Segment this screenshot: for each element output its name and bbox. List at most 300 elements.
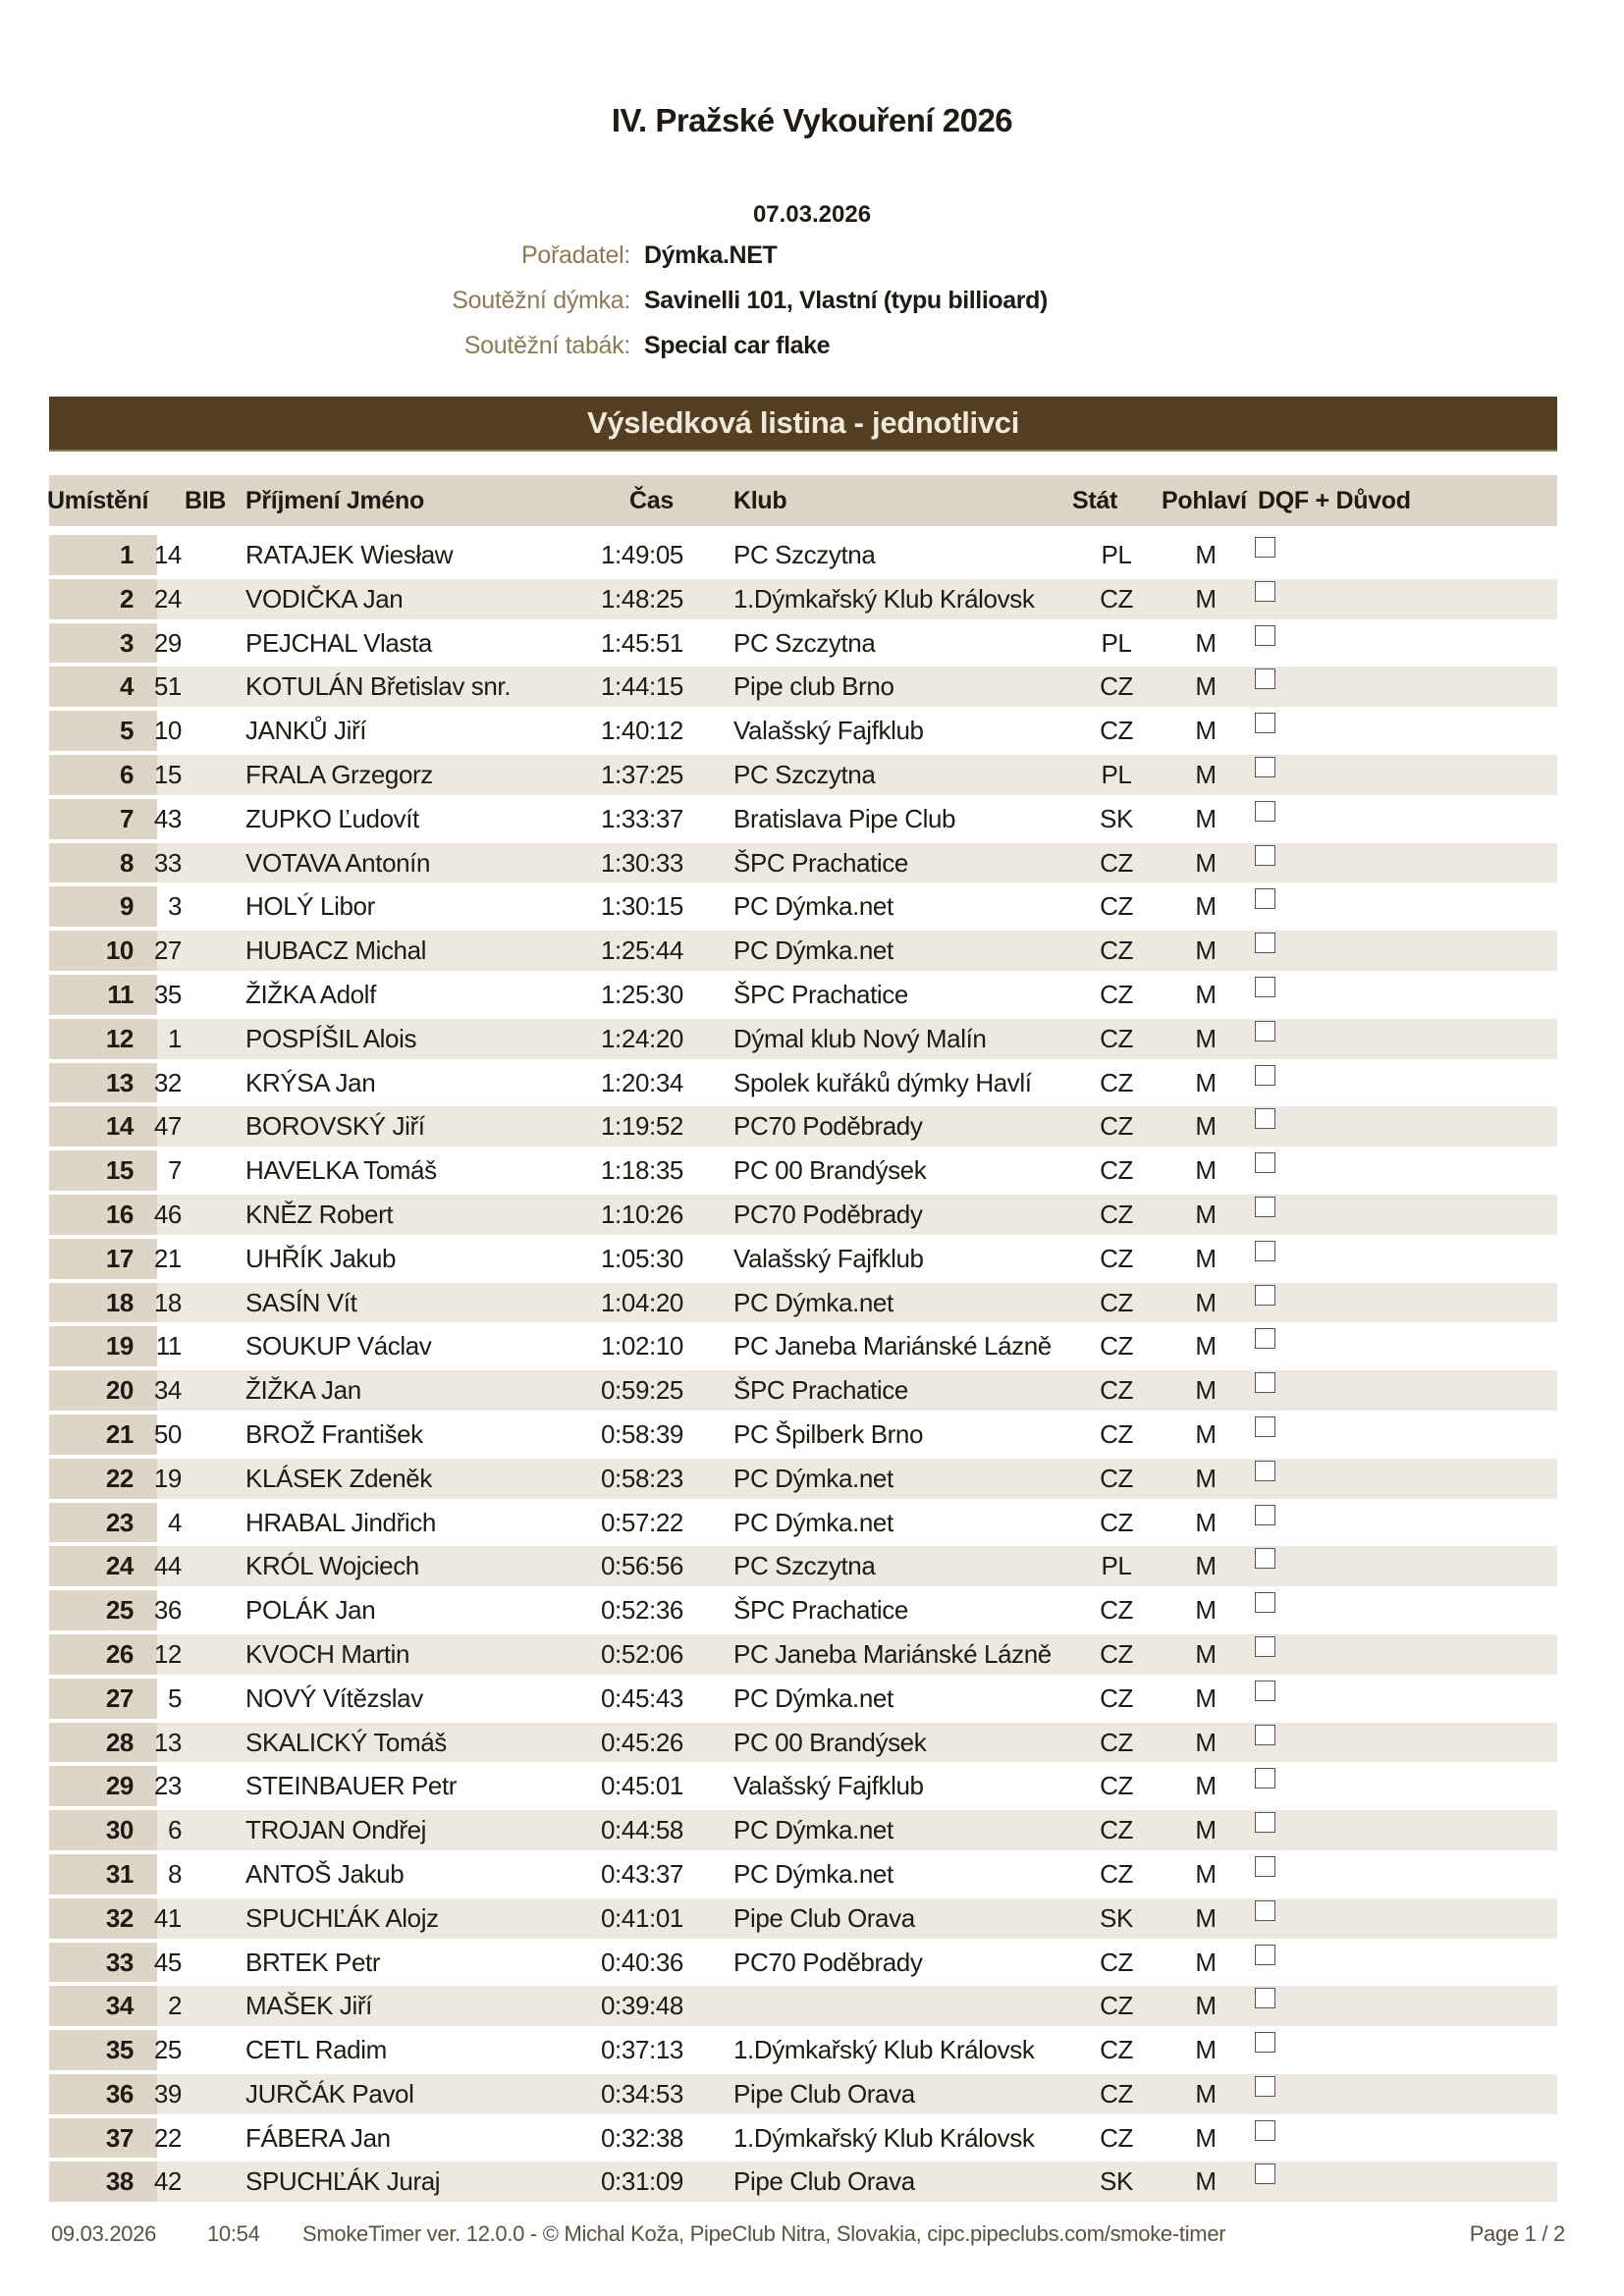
time-cell: 0:41:01: [601, 1902, 683, 1933]
time-cell: 1:10:26: [601, 1199, 683, 1229]
section-banner: Výsledková listina - jednotlivci: [49, 397, 1557, 452]
table-row: [49, 665, 1557, 709]
name-cell: FÁBERA Jan: [245, 2122, 391, 2153]
table-row: [49, 1544, 1557, 1588]
club-cell: PC Szczytna: [733, 1551, 876, 1581]
name-cell: ZUPKO Ľudovít: [245, 803, 419, 833]
rank-cell: 38: [49, 2162, 157, 2202]
dqf-checkbox[interactable]: [1255, 668, 1275, 689]
club-cell: PC Dýmka.net: [733, 1507, 893, 1537]
bib-cell: 15: [153, 759, 182, 789]
state-cell: CZ: [1100, 2035, 1133, 2065]
name-cell: BRTEK Petr: [245, 1947, 381, 1977]
dqf-checkbox[interactable]: [1255, 1988, 1275, 2008]
bib-cell: 41: [153, 1902, 182, 1933]
gender-cell: M: [1195, 1902, 1217, 1933]
bib-cell: 27: [153, 935, 182, 966]
dqf-checkbox[interactable]: [1255, 933, 1275, 953]
dqf-checkbox[interactable]: [1255, 1636, 1275, 1657]
rank-cell: 30: [49, 1810, 157, 1850]
dqf-checkbox[interactable]: [1255, 977, 1275, 997]
gender-cell: M: [1195, 935, 1217, 966]
table-row: [49, 621, 1557, 666]
name-cell: VOTAVA Antonín: [245, 847, 431, 878]
club-cell: PC70 Poděbrady: [733, 1111, 923, 1142]
dqf-checkbox[interactable]: [1255, 1505, 1275, 1525]
gender-cell: M: [1195, 1507, 1217, 1537]
time-cell: 0:44:58: [601, 1815, 683, 1845]
time-cell: 0:59:25: [601, 1375, 683, 1406]
state-cell: SK: [1100, 1902, 1133, 1933]
time-cell: 1:18:35: [601, 1155, 683, 1186]
gender-cell: M: [1195, 1331, 1217, 1362]
footer-credits: SmokeTimer ver. 12.0.0 - © Michal Koža, PipeClub Nitra, Slovakia, cipc.pipeclubs.com/smoke-timer: [302, 2221, 1226, 2246]
dqf-checkbox[interactable]: [1255, 1328, 1275, 1349]
state-cell: CZ: [1100, 1947, 1133, 1977]
time-cell: 1:30:33: [601, 847, 683, 878]
rank-cell: 18: [49, 1283, 157, 1323]
table-row: [49, 1941, 1557, 1985]
club-cell: PC Szczytna: [733, 759, 876, 789]
column-header-dqf: DQF + Důvod: [1258, 487, 1411, 514]
time-cell: 0:45:01: [601, 1771, 683, 1801]
column-header-bib: BIB: [185, 487, 227, 514]
dqf-checkbox[interactable]: [1255, 845, 1275, 866]
time-cell: 0:34:53: [601, 2078, 683, 2109]
table-row: [49, 1324, 1557, 1368]
name-cell: KRÓL Wojciech: [245, 1551, 419, 1581]
dqf-checkbox[interactable]: [1255, 581, 1275, 602]
state-cell: CZ: [1100, 1595, 1133, 1626]
dqf-checkbox[interactable]: [1255, 1241, 1275, 1261]
rank-cell: 34: [49, 1986, 157, 2026]
time-cell: 0:45:43: [601, 1682, 683, 1713]
name-cell: CETL Radim: [245, 2035, 387, 2065]
name-cell: HOLÝ Libor: [245, 891, 375, 922]
time-cell: 1:19:52: [601, 1111, 683, 1142]
state-cell: CZ: [1100, 1507, 1133, 1537]
dqf-checkbox[interactable]: [1255, 1065, 1275, 1086]
footer-page-number: Page 1 / 2: [1469, 2221, 1565, 2246]
state-cell: CZ: [1100, 1287, 1133, 1317]
gender-cell: M: [1195, 1287, 1217, 1317]
state-cell: CZ: [1100, 935, 1133, 966]
bib-cell: 43: [153, 803, 182, 833]
dqf-checkbox[interactable]: [1255, 2163, 1275, 2184]
bib-cell: 10: [153, 716, 182, 746]
name-cell: KVOCH Martin: [245, 1638, 410, 1669]
table-row: [49, 1061, 1557, 1105]
dqf-checkbox[interactable]: [1255, 1021, 1275, 1041]
dqf-checkbox[interactable]: [1255, 1768, 1275, 1789]
name-cell: KOTULÁN Břetislav snr.: [245, 671, 512, 702]
gender-cell: M: [1195, 627, 1217, 658]
name-cell: SOUKUP Václav: [245, 1331, 432, 1362]
bib-cell: 21: [153, 1243, 182, 1273]
dqf-checkbox[interactable]: [1255, 1416, 1275, 1437]
state-cell: CZ: [1100, 1991, 1133, 2021]
time-cell: 0:57:22: [601, 1507, 683, 1537]
gender-cell: M: [1195, 540, 1217, 569]
meta-label: Pořadatel:: [521, 241, 630, 269]
club-cell: PC Dýmka.net: [733, 891, 893, 922]
time-cell: 1:05:30: [601, 1243, 683, 1273]
meta-organizer: [0, 241, 1624, 275]
gender-cell: M: [1195, 1771, 1217, 1801]
rank-cell: 36: [49, 2074, 157, 2114]
state-cell: CZ: [1100, 1023, 1133, 1053]
table-row: [49, 1368, 1557, 1413]
bib-cell: 7: [167, 1155, 182, 1186]
dqf-checkbox[interactable]: [1255, 1152, 1275, 1173]
bib-cell: 34: [153, 1375, 182, 1406]
rank-cell: 1: [49, 535, 157, 575]
name-cell: RATAJEK Wiesław: [245, 540, 454, 569]
dqf-checkbox[interactable]: [1255, 1372, 1275, 1393]
club-cell: 1.Dýmkařský Klub Královsk: [733, 583, 1035, 614]
bib-cell: 29: [153, 627, 182, 658]
dqf-checkbox[interactable]: [1255, 1725, 1275, 1745]
table-row: [49, 2116, 1557, 2161]
dqf-checkbox[interactable]: [1255, 1108, 1275, 1129]
rank-cell: 26: [49, 1634, 157, 1675]
dqf-checkbox[interactable]: [1255, 2076, 1275, 2097]
rank-cell: 28: [49, 1723, 157, 1763]
state-cell: CZ: [1100, 1199, 1133, 1229]
time-cell: 1:24:20: [601, 1023, 683, 1053]
club-cell: Pipe club Brno: [733, 671, 894, 702]
club-cell: Pipe Club Orava: [733, 2078, 915, 2109]
time-cell: 1:30:15: [601, 891, 683, 922]
table-row: [49, 797, 1557, 841]
table-row: [49, 1104, 1557, 1148]
gender-cell: M: [1195, 716, 1217, 746]
state-cell: CZ: [1100, 847, 1133, 878]
column-header-name: Příjmení Jméno: [245, 487, 424, 514]
rank-cell: 17: [49, 1239, 157, 1279]
table-row: [49, 753, 1557, 797]
club-cell: PC Szczytna: [733, 627, 876, 658]
time-cell: 0:52:36: [601, 1595, 683, 1626]
dqf-checkbox[interactable]: [1255, 801, 1275, 822]
name-cell: KRÝSA Jan: [245, 1067, 376, 1097]
name-cell: SPUCHĽÁK Alojz: [245, 1902, 439, 1933]
name-cell: TROJAN Ondřej: [245, 1815, 427, 1845]
document-title: IV. Pražské Vykouření 2026: [611, 102, 1013, 138]
state-cell: CZ: [1100, 1243, 1133, 1273]
name-cell: HAVELKA Tomáš: [245, 1155, 437, 1186]
bib-cell: 45: [153, 1947, 182, 1977]
gender-cell: M: [1195, 1858, 1217, 1889]
club-cell: ŠPC Prachatice: [733, 979, 908, 1009]
club-cell: Spolek kuřáků dýmky Havlí: [733, 1067, 1032, 1097]
dqf-checkbox[interactable]: [1255, 2120, 1275, 2141]
rank-cell: 33: [49, 1943, 157, 1983]
rank-cell: 11: [49, 975, 157, 1015]
time-cell: 0:58:23: [601, 1463, 683, 1493]
club-cell: PC Dýmka.net: [733, 935, 893, 966]
bib-cell: 23: [153, 1771, 182, 1801]
name-cell: HRABAL Jindřich: [245, 1507, 436, 1537]
table-row: [49, 1237, 1557, 1281]
rank-cell: 14: [49, 1106, 157, 1147]
table-row: [49, 1017, 1557, 1061]
state-cell: CZ: [1100, 2078, 1133, 2109]
state-cell: CZ: [1100, 716, 1133, 746]
bib-cell: 46: [153, 1199, 182, 1229]
dqf-checkbox[interactable]: [1255, 888, 1275, 909]
time-cell: 1:33:37: [601, 803, 683, 833]
state-cell: CZ: [1100, 583, 1133, 614]
club-cell: Dýmal klub Nový Malín: [733, 1023, 987, 1053]
table-row: [49, 533, 1557, 577]
table-row: [49, 1148, 1557, 1193]
bib-cell: 3: [167, 891, 182, 922]
gender-cell: M: [1195, 1947, 1217, 1977]
rank-cell: 6: [49, 755, 157, 795]
gender-cell: M: [1195, 671, 1217, 702]
club-cell: 1.Dýmkařský Klub Královsk: [733, 2122, 1035, 2153]
name-cell: HUBACZ Michal: [245, 935, 427, 966]
gender-cell: M: [1195, 2166, 1217, 2197]
dqf-checkbox[interactable]: [1255, 1285, 1275, 1306]
bib-cell: 33: [153, 847, 182, 878]
bib-cell: 6: [167, 1815, 182, 1845]
rank-cell: 27: [49, 1679, 157, 1719]
bib-cell: 47: [153, 1111, 182, 1142]
time-cell: 1:04:20: [601, 1287, 683, 1317]
gender-cell: M: [1195, 2035, 1217, 2065]
gender-cell: M: [1195, 979, 1217, 1009]
state-cell: CZ: [1100, 671, 1133, 702]
gender-cell: M: [1195, 1727, 1217, 1757]
name-cell: JANKŮ Jiří: [245, 716, 367, 746]
column-header-gender: Pohlaví: [1162, 487, 1247, 514]
name-cell: SKALICKÝ Tomáš: [245, 1727, 447, 1757]
time-cell: 1:37:25: [601, 759, 683, 789]
rank-cell: 23: [49, 1503, 157, 1543]
dqf-checkbox[interactable]: [1255, 1592, 1275, 1613]
rank-cell: 8: [49, 843, 157, 883]
club-cell: PC Janeba Mariánské Lázně: [733, 1331, 1052, 1362]
state-cell: CZ: [1100, 2122, 1133, 2153]
dqf-checkbox[interactable]: [1255, 713, 1275, 733]
state-cell: PL: [1101, 540, 1132, 569]
club-cell: Bratislava Pipe Club: [733, 803, 956, 833]
club-cell: ŠPC Prachatice: [733, 1375, 908, 1406]
time-cell: 1:25:44: [601, 935, 683, 966]
rank-cell: 24: [49, 1546, 157, 1586]
dqf-checkbox[interactable]: [1255, 2032, 1275, 2053]
gender-cell: M: [1195, 1155, 1217, 1186]
bib-cell: 51: [153, 671, 182, 702]
footer-date: 09.03.2026: [51, 2221, 157, 2246]
state-cell: CZ: [1100, 1858, 1133, 1889]
name-cell: ŽIŽKA Jan: [245, 1375, 361, 1406]
bib-cell: 35: [153, 979, 182, 1009]
table-row: [49, 2160, 1557, 2204]
rank-cell: 21: [49, 1415, 157, 1455]
table-row: [49, 577, 1557, 621]
table-row: [49, 1457, 1557, 1501]
table-row: [49, 1413, 1557, 1457]
bib-cell: 25: [153, 2035, 182, 2065]
column-header-state: Stát: [1072, 487, 1118, 514]
results-table-body: [49, 533, 1557, 2204]
gender-cell: M: [1195, 2078, 1217, 2109]
club-cell: PC Dýmka.net: [733, 1287, 893, 1317]
meta-competition-tobacco: [0, 332, 1624, 365]
table-row: [49, 1193, 1557, 1237]
table-row: [49, 1588, 1557, 1632]
bib-cell: 11: [155, 1331, 182, 1362]
dqf-checkbox[interactable]: [1255, 1812, 1275, 1833]
rank-cell: 15: [49, 1150, 157, 1191]
table-row: [49, 973, 1557, 1017]
gender-cell: M: [1195, 1023, 1217, 1053]
state-cell: PL: [1101, 627, 1132, 658]
bib-cell: 5: [167, 1682, 182, 1713]
gender-cell: M: [1195, 1243, 1217, 1273]
state-cell: CZ: [1100, 1111, 1133, 1142]
club-cell: PC Dýmka.net: [733, 1682, 893, 1713]
state-cell: CZ: [1100, 891, 1133, 922]
name-cell: VODIČKA Jan: [245, 583, 404, 614]
name-cell: BROŽ František: [245, 1418, 423, 1449]
club-cell: PC Dýmka.net: [733, 1815, 893, 1845]
time-cell: 1:25:30: [601, 979, 683, 1009]
gender-cell: M: [1195, 1418, 1217, 1449]
rank-cell: 22: [49, 1459, 157, 1499]
time-cell: 1:49:05: [601, 540, 683, 569]
page-footer: [0, 2221, 1624, 2251]
state-cell: CZ: [1100, 1638, 1133, 1669]
state-cell: CZ: [1100, 1771, 1133, 1801]
table-row: [49, 1852, 1557, 1896]
dqf-checkbox[interactable]: [1255, 1681, 1275, 1701]
name-cell: NOVÝ Vítězslav: [245, 1682, 423, 1713]
bib-cell: 44: [153, 1551, 182, 1581]
name-cell: JURČÁK Pavol: [245, 2078, 414, 2109]
gender-cell: M: [1195, 803, 1217, 833]
rank-cell: 31: [49, 1854, 157, 1895]
bib-cell: 42: [153, 2166, 182, 2197]
dqf-checkbox[interactable]: [1255, 1856, 1275, 1877]
meta-value: Savinelli 101, Vlastní (typu billioard): [644, 287, 1048, 314]
bib-cell: 18: [153, 1287, 182, 1317]
dqf-checkbox[interactable]: [1255, 757, 1275, 777]
meta-value: Special car flake: [644, 332, 831, 359]
table-row: [49, 709, 1557, 753]
name-cell: ŽIŽKA Adolf: [245, 979, 376, 1009]
club-cell: PC70 Poděbrady: [733, 1947, 923, 1977]
gender-cell: M: [1195, 891, 1217, 922]
gender-cell: M: [1195, 1815, 1217, 1845]
bib-cell: 22: [153, 2122, 182, 2153]
event-date: 07.03.2026: [752, 201, 872, 228]
rank-cell: 20: [49, 1370, 157, 1411]
time-cell: 0:45:26: [601, 1727, 683, 1757]
rank-cell: 9: [49, 886, 157, 927]
bib-cell: 4: [167, 1507, 182, 1537]
time-cell: 0:37:13: [601, 2035, 683, 2065]
table-row: [49, 1501, 1557, 1545]
time-cell: 1:48:25: [601, 583, 683, 614]
meta-value: Dýmka.NET: [644, 241, 778, 269]
table-header: [49, 475, 1557, 526]
table-row: [49, 1984, 1557, 2028]
time-cell: 0:43:37: [601, 1858, 683, 1889]
dqf-checkbox[interactable]: [1255, 1945, 1275, 1965]
name-cell: STEINBAUER Petr: [245, 1771, 458, 1801]
dqf-checkbox[interactable]: [1255, 537, 1275, 558]
club-cell: PC Špilberk Brno: [733, 1418, 924, 1449]
bib-cell: 50: [153, 1418, 182, 1449]
bib-cell: 24: [153, 583, 182, 614]
gender-cell: M: [1195, 1682, 1217, 1713]
club-cell: Valašský Fajfklub: [733, 1243, 924, 1273]
time-cell: 0:58:39: [601, 1418, 683, 1449]
rank-cell: 16: [49, 1195, 157, 1235]
meta-competition-pipe: [0, 287, 1624, 320]
state-cell: PL: [1101, 1551, 1132, 1581]
table-row: [49, 884, 1557, 929]
bib-cell: 2: [167, 1991, 182, 2021]
time-cell: 0:39:48: [601, 1991, 683, 2021]
state-cell: CZ: [1100, 1463, 1133, 1493]
table-row: [49, 1281, 1557, 1325]
gender-cell: M: [1195, 1638, 1217, 1669]
rank-cell: 25: [49, 1590, 157, 1630]
rank-cell: 19: [49, 1326, 157, 1366]
time-cell: 1:40:12: [601, 716, 683, 746]
club-cell: PC Dýmka.net: [733, 1858, 893, 1889]
time-cell: 0:40:36: [601, 1947, 683, 1977]
state-cell: PL: [1101, 759, 1132, 789]
state-cell: CZ: [1100, 1815, 1133, 1845]
bib-cell: 32: [153, 1067, 182, 1097]
dqf-checkbox[interactable]: [1255, 1548, 1275, 1569]
rank-cell: 3: [49, 623, 157, 664]
time-cell: 1:02:10: [601, 1331, 683, 1362]
time-cell: 1:44:15: [601, 671, 683, 702]
dqf-checkbox[interactable]: [1255, 625, 1275, 646]
column-header-time: Čas: [629, 487, 674, 514]
dqf-checkbox[interactable]: [1255, 1197, 1275, 1217]
table-row: [49, 2072, 1557, 2116]
dqf-checkbox[interactable]: [1255, 1900, 1275, 1921]
bib-cell: 36: [153, 1595, 182, 1626]
gender-cell: M: [1195, 1375, 1217, 1406]
bib-cell: 12: [153, 1638, 182, 1669]
table-row: [49, 1632, 1557, 1677]
state-cell: CZ: [1100, 1682, 1133, 1713]
club-cell: PC Dýmka.net: [733, 1463, 893, 1493]
club-cell: Valašský Fajfklub: [733, 1771, 924, 1801]
table-row: [49, 929, 1557, 973]
dqf-checkbox[interactable]: [1255, 1461, 1275, 1481]
name-cell: KLÁSEK Zdeněk: [245, 1463, 432, 1493]
club-cell: ŠPC Prachatice: [733, 1595, 908, 1626]
state-cell: CZ: [1100, 1727, 1133, 1757]
club-cell: PC Szczytna: [733, 540, 876, 569]
meta-label: Soutěžní tabák:: [463, 332, 630, 359]
bib-cell: 19: [153, 1463, 182, 1493]
state-cell: CZ: [1100, 1375, 1133, 1406]
club-cell: PC Janeba Mariánské Lázně: [733, 1638, 1052, 1669]
gender-cell: M: [1195, 1551, 1217, 1581]
name-cell: MAŠEK Jiří: [245, 1991, 372, 2021]
